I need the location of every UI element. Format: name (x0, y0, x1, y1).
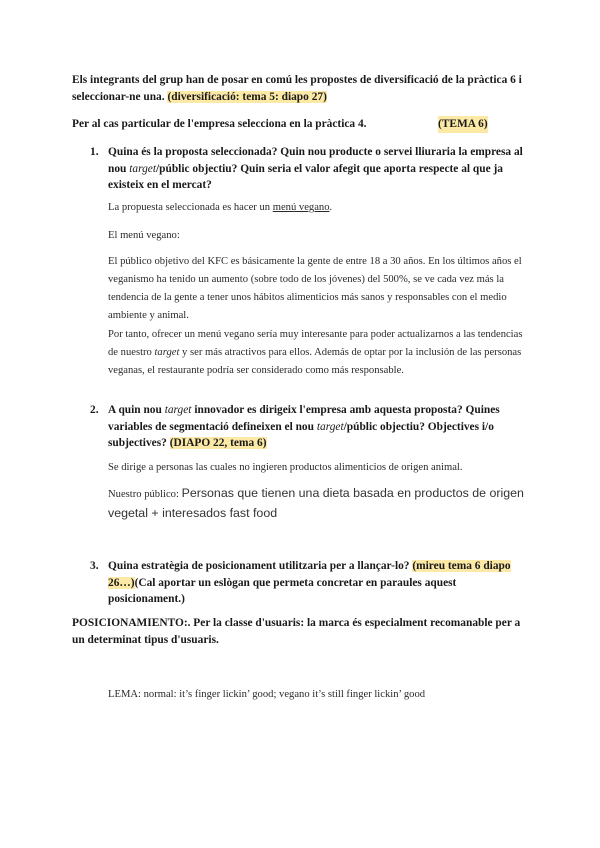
question-2-number: 2. (90, 404, 99, 416)
question-2-text-b: innovador es dirigeix l'empresa amb aquesta proposta? Quines variables de segmentació defineixen el nou (108, 404, 500, 433)
q2-public (108, 484, 528, 524)
case-paragraph (72, 116, 432, 133)
question-3-number: 3. (90, 560, 99, 572)
q1-menu-heading: El menú vegano: (108, 230, 180, 241)
q2-public-text: Personas que tienen una dieta basada en productos de origen vegetal + interesados fast food (108, 486, 524, 520)
positioning-paragraph: POSICIONAMIENTO:. Per la classe d'usuaris: la marca és especialment recomanable per a un determinat tipus d'usuaris. (72, 617, 521, 646)
case-text: Per al cas particular de l'empresa selecciona en la pràctica 4. (72, 118, 367, 130)
q1-paragraph-2-target: target (154, 347, 180, 358)
question-2-target-1: target (164, 404, 192, 416)
question-2-target-2: target (316, 420, 344, 433)
question-1-number: 1. (90, 146, 99, 158)
question-3 (108, 558, 528, 608)
intro-text: Els integrants del grup han de posar en comú les propostes de diversificació de la pràctica 6 i seleccionar-ne una. (72, 74, 522, 103)
q1-paragraph-2-a: Por tanto, ofrecer un menú vegano sería muy interesante para poder actualizarnos a las tendencias de nuestro (108, 329, 523, 358)
question-2 (108, 402, 528, 452)
question-2-text-c: /públic objectiu? Objectives i/o subjectives? (108, 420, 494, 449)
intro-paragraph (72, 72, 534, 105)
intro-highlight: (diversificació: tema 5: diapo 27) (167, 90, 327, 103)
question-2-text-a: A quin nou (108, 404, 165, 416)
question-3-highlight: (mireu tema 6 diapo 26…) (108, 560, 511, 589)
q1-answer-text: La propuesta seleccionada es hacer un (108, 202, 273, 213)
q1-answer-end: . (329, 202, 333, 213)
q2-answer: Se dirige a personas las cuales no ingieren productos alimenticios de origen animal. (108, 462, 463, 473)
lema-paragraph: LEMA: normal: it’s finger lickin’ good; vegano it’s still finger lickin’ good (108, 689, 426, 700)
question-1-text-b: /públic objectiu? Quin seria el valor afegit que aporta respecte al que ja existeix en el mercat? (108, 162, 503, 191)
q1-paragraph-2 (108, 326, 528, 380)
question-1-text-a: Quina és la proposta seleccionada? Quin nou producte o servei lliuraria la empresa al nou (108, 146, 523, 175)
q1-answer (108, 199, 528, 217)
question-3-text-b: (Cal aportar un eslògan que permeta concretar en paraules aquest posicionament.) (108, 576, 457, 605)
question-2-highlight: (DIAPO 22, tema 6) (169, 437, 267, 449)
q2-public-label: Nuestro público: (108, 489, 182, 500)
case-highlight: (TEMA 6) (438, 116, 488, 133)
question-1 (108, 144, 528, 194)
q1-paragraph-1: El público objetivo del KFC es básicamente la gente de entre 18 a 30 años. En los últimos años el veganismo ha tenido un aumento (sobre todo de los jóvenes) del 500%, se ve cada vez más la tendencia de la gente a tener unos hábitos alimenticios más sanos y responsables con el medio ambiente y animal. (108, 256, 522, 321)
q1-answer-underlined: menú vegano (272, 202, 330, 213)
q1-paragraph-2-b: y ser más atractivos para ellos. Además de optar por la inclusión de las personas veganas, el restaurante podría ser considerado como más responsable. (108, 347, 522, 376)
question-3-text-a: Quina estratègia de posicionament utilitzaria per a llançar-lo? (108, 560, 413, 572)
question-1-target: target (129, 162, 157, 175)
